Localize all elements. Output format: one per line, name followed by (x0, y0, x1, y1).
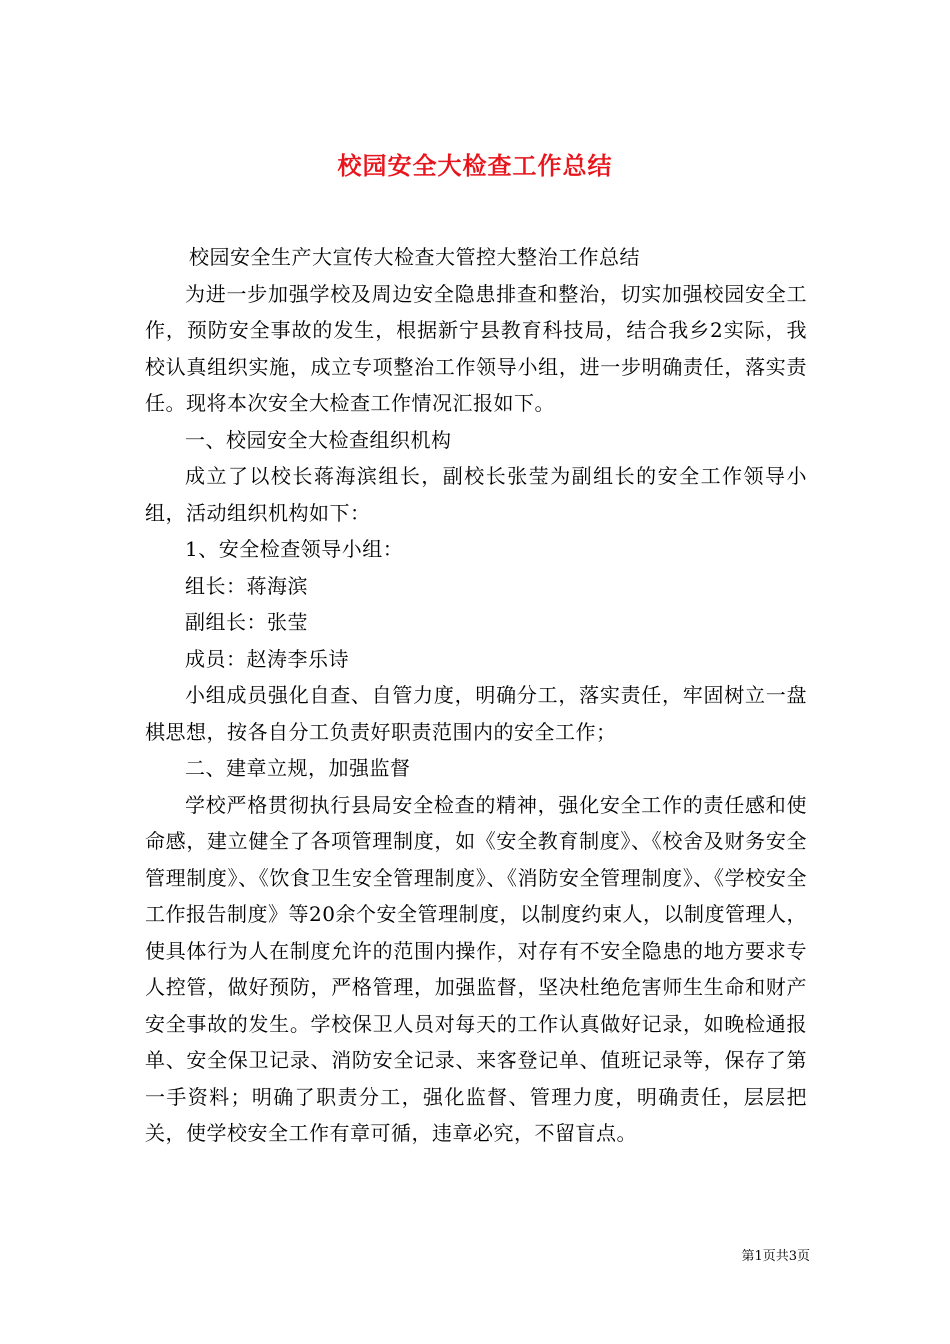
document-title: 校园安全大检查工作总结 (337, 151, 613, 181)
list-item-group-leader: 组长：蒋海滨 (185, 573, 308, 598)
organization-paragraph: 成立了以校长蒋海滨组长，副校长张莹为副组长的安全工作领导小组，活动组织机构如下： (145, 464, 807, 525)
intro-paragraph: 为进一步加强学校及周边安全隐患排查和整治，切实加强校园安全工作，预防安全事故的发生，根据新宁县教育科技局，结合我乡2实际，我校认真组织实施，成立专项整治工作领导小组，进一步明确责任，落实责任。现将本次安全大检查工作情况汇报如下。 (145, 281, 807, 415)
regulations-paragraph: 学校严格贯彻执行县局安全检查的精神，强化安全工作的责任感和使命感，建立健全了各项管理制度，如《安全教育制度》、《校舍及财务安全管理制度》、《饮食卫生安全管理制度》、《消防安全管理制度》、《学校安全工作报告制度》等20余个安全管理制度，以制度约束人，以制度管理人，使具体行为人在制度允许的范围内操作，对存有不安全隐患的地方要求专人控管，做好预防，严格管理，加强监督，坚决杜绝危害师生生命和财产安全事故的发生。学校保卫人员对每天的工作认真做好记录，如晚检通报单、安全保卫记录、消防安全记录、来客登记单、值班记录等，保存了第一手资料；明确了职责分工，强化监督、管理力度，明确责任，层层把关，使学校安全工作有章可循，违章必究，不留盲点。 (145, 792, 807, 1145)
list-item-leadership-group: 1、安全检查领导小组： (185, 537, 404, 561)
responsibility-paragraph: 小组成员强化自查、自管力度，明确分工，落实责任，牢固树立一盘棋思想，按各自分工负责好职责范围内的安全工作； (145, 683, 807, 744)
document-subtitle: 校园安全生产大宣传大检查大管控大整治工作总结 (189, 245, 640, 269)
list-item-members: 成员：赵涛李乐诗 (185, 646, 349, 671)
document-body (145, 239, 807, 1152)
section-heading-organization: 一、校园安全大检查组织机构 (185, 427, 452, 452)
section-heading-regulations: 二、建章立规，加强监督 (185, 756, 411, 780)
page-number: 第1页共3页 (741, 1249, 810, 1264)
list-item-deputy-leader: 副组长：张莹 (185, 610, 308, 634)
